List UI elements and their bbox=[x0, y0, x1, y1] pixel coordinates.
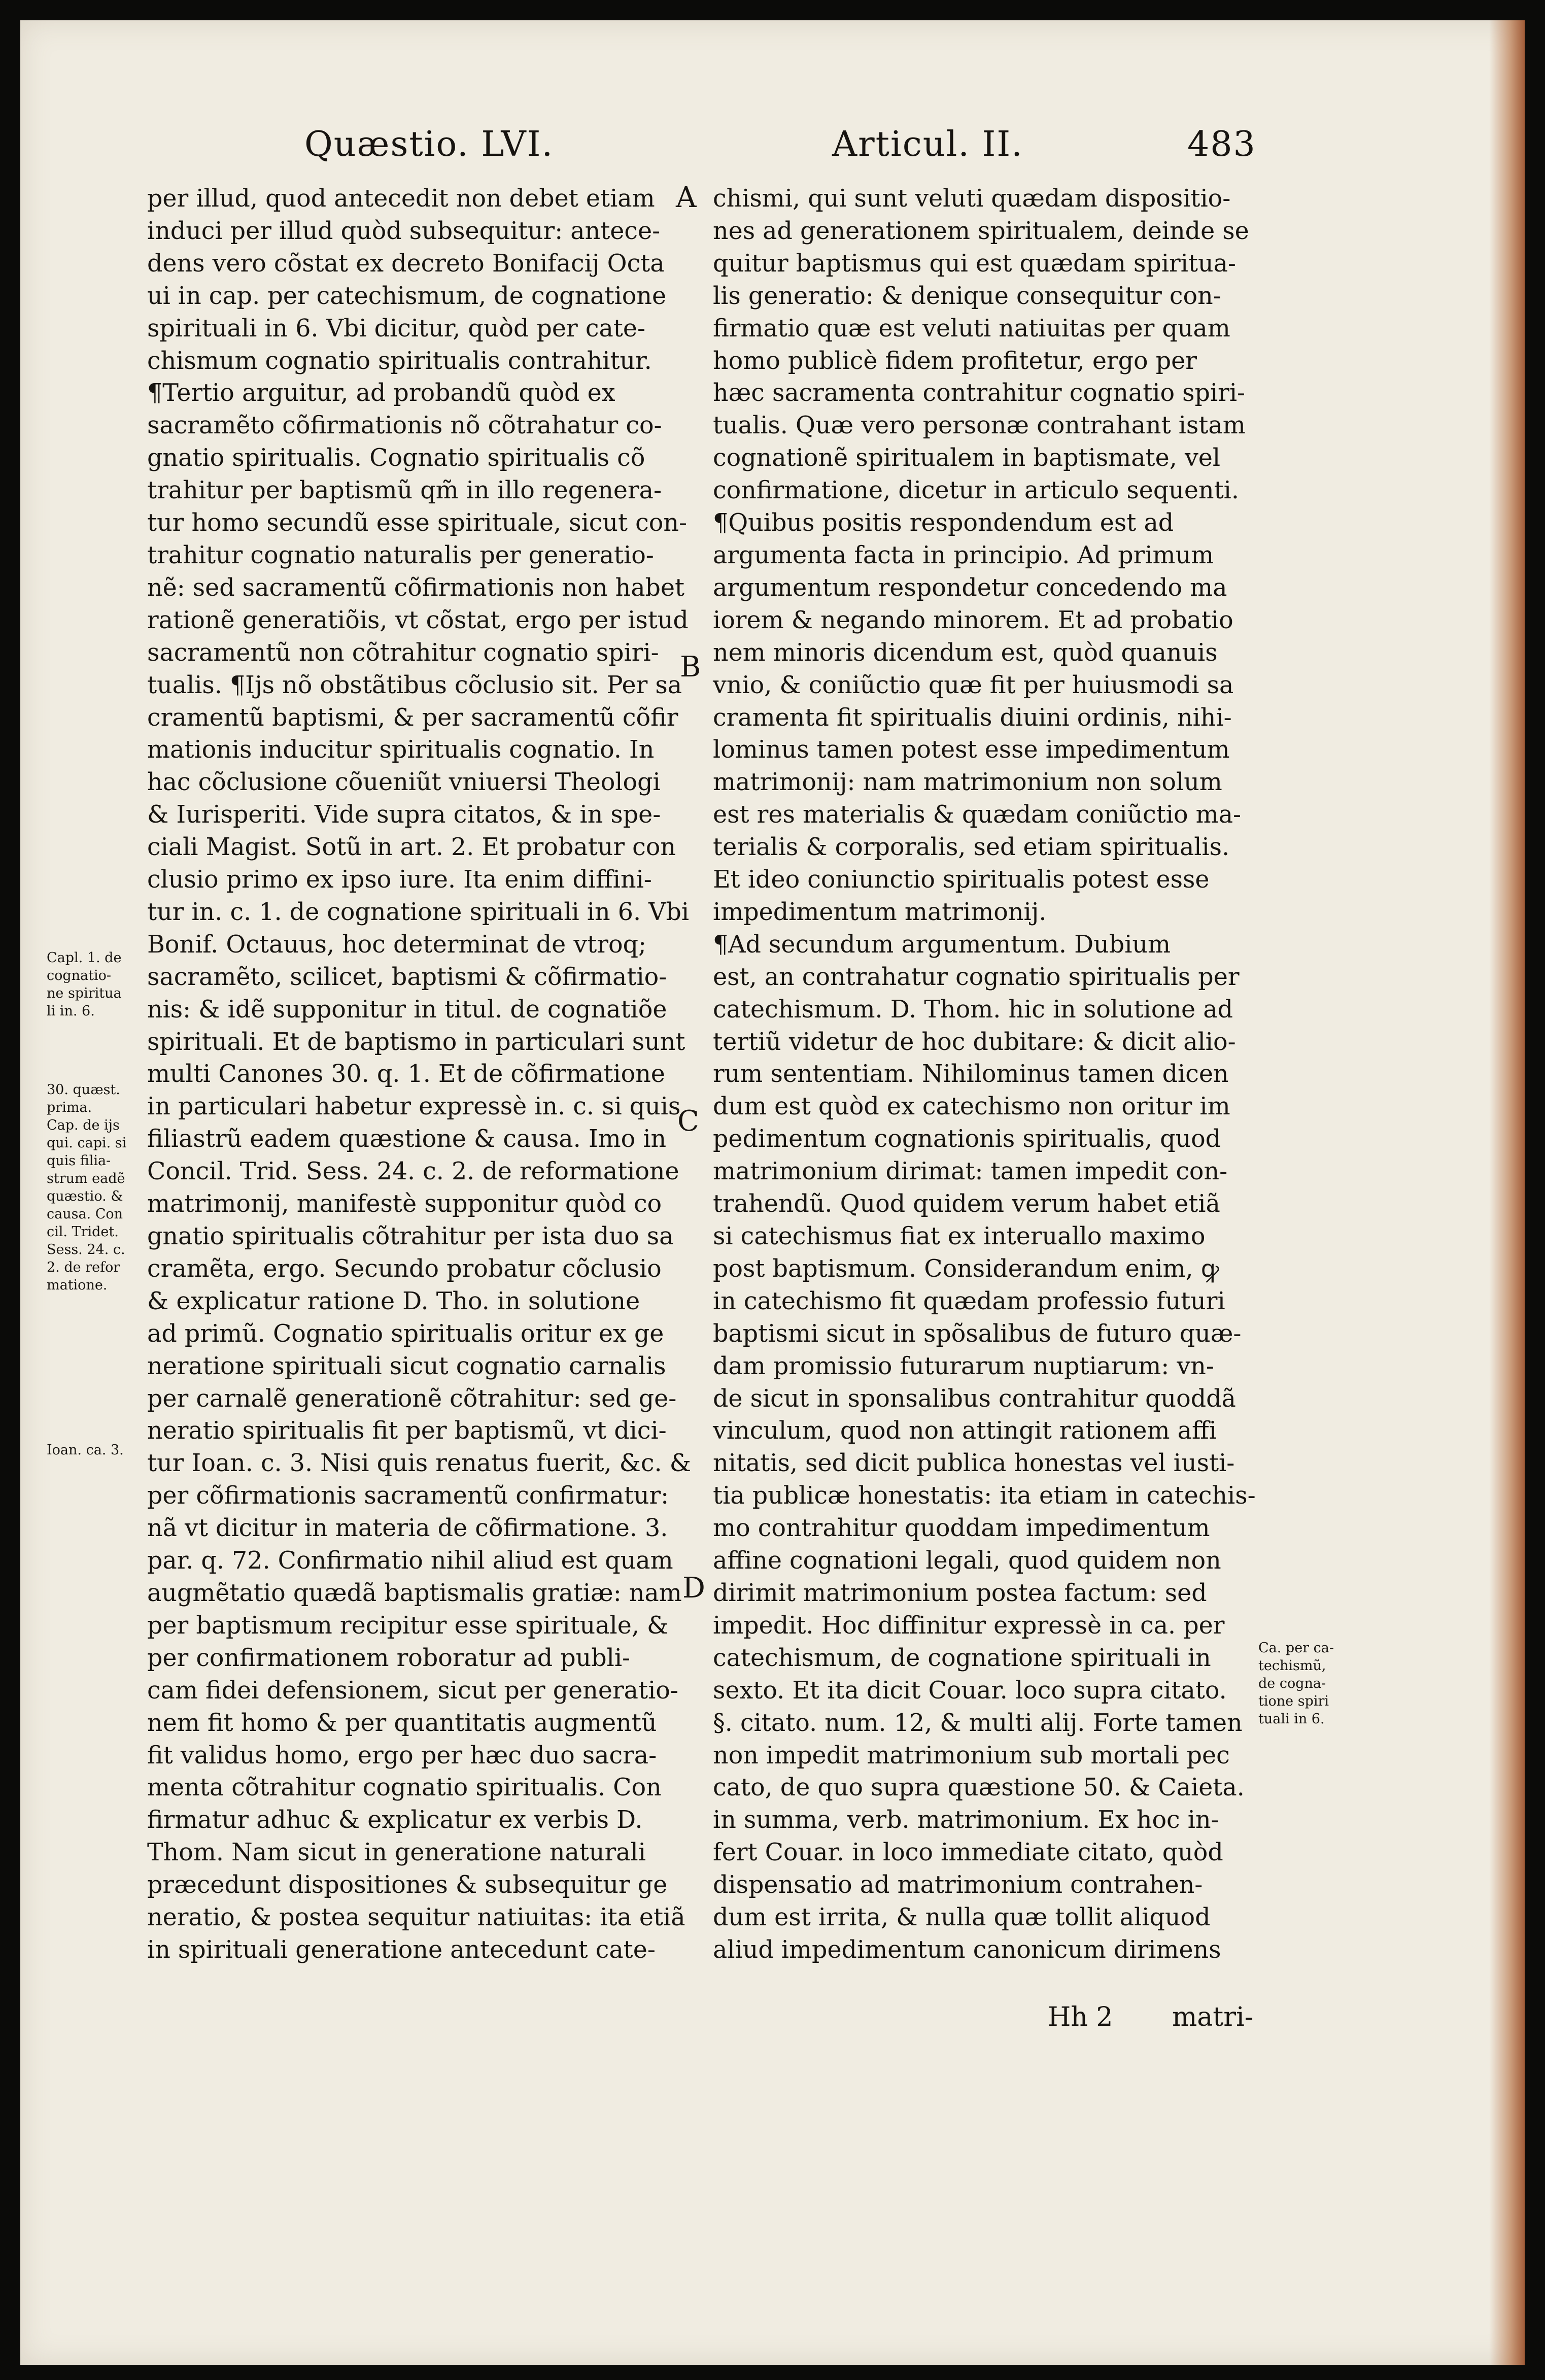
text-line: tualis. ¶Ijs nõ obstãtibus cõclusio sit. Per sa bbox=[147, 671, 682, 699]
text-line: trahendũ. Quod quidem verum habet etiã bbox=[713, 1190, 1220, 1218]
margin-note-line: quæstio. & bbox=[47, 1188, 123, 1204]
text-line: chismum cognatio spiritualis contrahitur. bbox=[147, 347, 652, 375]
text-line: dispensatio ad matrimonium contrahen- bbox=[713, 1871, 1203, 1899]
text-line: in particulari habetur expressè in. c. si quis bbox=[147, 1093, 681, 1121]
text-line: lominus tamen potest esse impedimentum bbox=[713, 736, 1230, 764]
page-number: 483 bbox=[1187, 124, 1256, 164]
text-line: dens vero cõstat ex decreto Bonifacij Octa bbox=[147, 249, 665, 278]
text-line: quitur baptismus qui est quædam spiritua- bbox=[713, 249, 1236, 278]
text-line: Concil. Trid. Sess. 24. c. 2. de reformatione bbox=[147, 1158, 679, 1186]
text-line: dirimit matrimonium postea factum: sed bbox=[713, 1579, 1207, 1607]
text-line: tur Ioan. c. 3. Nisi quis renatus fuerit, &c. & bbox=[147, 1449, 691, 1478]
text-line: matrimonium dirimat: tamen impedit con- bbox=[713, 1158, 1228, 1186]
text-line: induci per illud quòd subsequitur: antece- bbox=[147, 217, 661, 245]
text-line: de sicut in sponsalibus contrahitur quoddã bbox=[713, 1384, 1236, 1413]
text-line: menta cõtrahitur cognatio spiritualis. Con bbox=[147, 1774, 662, 1802]
text-line: vnio, & coniũctio quæ fit per huiusmodi sa bbox=[713, 671, 1234, 699]
text-line: cognationẽ spiritualem in baptismate, vel bbox=[713, 444, 1221, 472]
text-line: clusio primo ex ipso iure. Ita enim diffini- bbox=[147, 866, 652, 894]
text-line: in summa, verb. matrimonium. Ex hoc in- bbox=[713, 1806, 1219, 1834]
text-line: in spirituali generatione antecedunt cate- bbox=[147, 1935, 656, 1964]
margin-note-line: Ioan. ca. 3. bbox=[47, 1442, 124, 1458]
text-line: cramẽta, ergo. Secundo probatur cõclusio bbox=[147, 1254, 662, 1283]
text-line: spirituali. Et de baptismo in particulari sunt bbox=[147, 1028, 685, 1056]
section-marker-c: C bbox=[677, 1105, 699, 1138]
text-line: per illud, quod antecedit non debet etiam bbox=[147, 185, 655, 213]
text-line: impedimentum matrimonij. bbox=[713, 898, 1047, 926]
margin-note-line: qui. capi. si bbox=[47, 1135, 127, 1151]
text-line: Et ideo coniunctio spiritualis potest esse bbox=[713, 866, 1210, 894]
text-line: hæc sacramenta contrahitur cognatio spiri- bbox=[713, 379, 1246, 407]
text-line: catechismum. D. Thom. hic in solutione ad bbox=[713, 995, 1233, 1024]
text-line: si catechismus fiat ex interuallo maximo bbox=[713, 1222, 1206, 1250]
text-line: sacramẽto, scilicet, baptismi & cõfirmatio- bbox=[147, 963, 667, 991]
text-line: est res materialis & quædam coniũctio ma- bbox=[713, 801, 1242, 829]
margin-note-line: Sess. 24. c. bbox=[47, 1242, 125, 1257]
margin-note-line: causa. Con bbox=[47, 1206, 123, 1222]
margin-note-cap-de-ijs bbox=[47, 1081, 126, 1294]
page-fore-edge bbox=[1489, 20, 1525, 2365]
margin-note-line: Cap. de ijs bbox=[47, 1117, 120, 1133]
text-line: cramenta fit spiritualis diuini ordinis, nihi- bbox=[713, 703, 1232, 732]
text-line: nis: & idẽ supponitur in titul. de cognatiõe bbox=[147, 995, 667, 1024]
text-line: tualis. Quæ vero personæ contrahant istam bbox=[713, 412, 1246, 440]
text-line: aliud impedimentum canonicum dirimens bbox=[713, 1935, 1221, 1964]
text-line: nem minoris dicendum est, quòd quanuis bbox=[713, 638, 1218, 667]
section-marker-d: D bbox=[682, 1572, 705, 1605]
text-line: Thom. Nam sicut in generatione naturali bbox=[147, 1839, 646, 1867]
section-marker-a: A bbox=[676, 181, 697, 214]
left-text-column bbox=[147, 183, 691, 1966]
text-line: mationis inducitur spiritualis cognatio. In bbox=[147, 736, 655, 764]
text-line: trahitur per baptismũ qm̃ in illo regenera- bbox=[147, 477, 662, 505]
text-line: neratione spirituali sicut cognatio carnalis bbox=[147, 1352, 666, 1380]
text-line: & explicatur ratione D. Tho. in solutione bbox=[147, 1287, 640, 1315]
margin-note-line: strum eadẽ bbox=[47, 1171, 125, 1186]
text-line: per carnalẽ generationẽ cõtrahitur: sed ge- bbox=[147, 1384, 677, 1413]
text-line: cramentũ baptismi, & per sacramentũ cõfir bbox=[147, 703, 678, 732]
running-head-quaestio: Quæstio. LVI. bbox=[304, 124, 554, 164]
text-line: per cõfirmationis sacramentũ confirmatur: bbox=[147, 1482, 669, 1510]
text-line: nẽ: sed sacramentũ cõfirmationis non habet bbox=[147, 573, 685, 602]
margin-note-line: 2. de refor bbox=[47, 1260, 120, 1275]
text-line: neratio spiritualis fit per baptismũ, vt dici- bbox=[147, 1417, 667, 1445]
text-line: ad primũ. Cognatio spiritualis oritur ex ge bbox=[147, 1319, 664, 1348]
running-head-articulus: Articul. II. bbox=[832, 124, 1023, 164]
text-line: ¶Quibus positis respondendum est ad bbox=[713, 509, 1174, 537]
text-line: tia publicæ honestatis: ita etiam in catechis- bbox=[713, 1482, 1256, 1510]
text-line: pedimentum cognationis spiritualis, quod bbox=[713, 1125, 1221, 1153]
text-line: terialis & corporalis, sed etiam spiritualis. bbox=[713, 833, 1230, 862]
text-line: argumentum respondetur concedendo ma bbox=[713, 573, 1227, 602]
text-line: vinculum, quod non attingit rationem affi bbox=[713, 1417, 1217, 1445]
margin-note-line: techismũ, bbox=[1258, 1658, 1326, 1674]
text-line: fert Couar. in loco immediate citato, quòd bbox=[713, 1839, 1223, 1867]
text-line: cato, de quo supra quæstione 50. & Caieta. bbox=[713, 1774, 1245, 1802]
text-line: iorem & negando minorem. Et ad probatio bbox=[713, 606, 1233, 634]
text-line: trahitur cognatio naturalis per generatio- bbox=[147, 541, 654, 569]
text-line: lis generatio: & denique consequitur con- bbox=[713, 282, 1221, 310]
margin-note-ioan bbox=[47, 1441, 124, 1459]
text-line: homo publicè fidem profitetur, ergo per bbox=[713, 347, 1197, 375]
margin-note-line: tione spiri bbox=[1258, 1693, 1329, 1709]
margin-note-cap-1 bbox=[47, 949, 122, 1020]
text-line: dum est irrita, & nulla quæ tollit aliquod bbox=[713, 1903, 1211, 1932]
text-line: ciali Magist. Sotũ in art. 2. Et probatur con bbox=[147, 833, 676, 862]
text-line: nem fit homo & per quantitatis augmentũ bbox=[147, 1709, 657, 1737]
margin-note-ca-per-catechismum bbox=[1258, 1639, 1334, 1728]
section-marker-b: B bbox=[680, 651, 701, 684]
text-line: multi Canones 30. q. 1. Et de cõfirmatione bbox=[147, 1060, 665, 1089]
margin-note-line: cil. Tridet. bbox=[47, 1224, 119, 1240]
text-line: fit validus homo, ergo per hæc duo sacra- bbox=[147, 1741, 657, 1770]
text-line: nã vt dicitur in materia de cõfirmatione. 3. bbox=[147, 1514, 668, 1543]
margin-note-line: tuali in 6. bbox=[1258, 1711, 1325, 1727]
text-line: hac cõclusione cõueniũt vniuersi Theologi bbox=[147, 768, 661, 797]
text-line: Bonif. Octauus, hoc determinat de vtroq; bbox=[147, 930, 646, 959]
text-line: cam fidei defensionem, sicut per generatio- bbox=[147, 1676, 678, 1705]
text-line: matrimonij, manifestè supponitur quòd co bbox=[147, 1190, 662, 1218]
margin-note-line: quis filia- bbox=[47, 1153, 111, 1169]
text-line: argumenta facta in principio. Ad primum bbox=[713, 541, 1214, 569]
text-line: præcedunt dispositiones & subsequitur ge bbox=[147, 1871, 668, 1899]
text-line: impedit. Hoc diffinitur expressè in ca. per bbox=[713, 1611, 1225, 1640]
signature-mark: Hh 2 bbox=[1048, 2002, 1113, 2032]
text-line: sacramẽto cõfirmationis nõ cõtrahatur co- bbox=[147, 412, 662, 440]
text-line: baptismi sicut in spõsalibus de futuro quæ- bbox=[713, 1319, 1242, 1348]
text-line: catechismum, de cognatione spirituali in bbox=[713, 1644, 1211, 1672]
margin-note-line: 30. quæst. bbox=[47, 1082, 120, 1098]
text-line: nes ad generationem spiritualem, deinde se bbox=[713, 217, 1249, 245]
text-line: tertiũ videtur de hoc dubitare: & dicit alio- bbox=[713, 1028, 1236, 1056]
text-line: chismi, qui sunt veluti quædam dispositio- bbox=[713, 185, 1231, 213]
text-line: tur in. c. 1. de cognatione spirituali in 6. Vbi bbox=[147, 898, 690, 926]
text-line: rationẽ generatiõis, vt cõstat, ergo per istud bbox=[147, 606, 689, 634]
catchword: matri- bbox=[1172, 2002, 1254, 2032]
text-line: firmatur adhuc & explicatur ex verbis D. bbox=[147, 1806, 643, 1834]
margin-note-line: de cogna- bbox=[1258, 1676, 1326, 1691]
text-line: firmatio quæ est veluti natiuitas per quam bbox=[713, 314, 1230, 343]
text-line: & Iurisperiti. Vide supra citatos, & in spe- bbox=[147, 801, 661, 829]
text-line: rum sententiam. Nihilominus tamen dicen bbox=[713, 1060, 1229, 1089]
text-line: ui in cap. per catechismum, de cognatione bbox=[147, 282, 667, 310]
text-line: augmẽtatio quædã baptismalis gratiæ: nam bbox=[147, 1579, 682, 1607]
text-line: dum est quòd ex catechismo non oritur im bbox=[713, 1093, 1230, 1121]
text-line: ¶Tertio arguitur, ad probandũ quòd ex bbox=[147, 379, 615, 407]
text-line: sexto. Et ita dicit Couar. loco supra citato. bbox=[713, 1676, 1227, 1705]
margin-note-line: Capl. 1. de bbox=[47, 950, 122, 966]
text-line: gnatio spiritualis. Cognatio spiritualis cõ bbox=[147, 444, 645, 472]
text-line: in catechismo fit quædam professio futuri bbox=[713, 1287, 1225, 1315]
right-text-column bbox=[713, 183, 1256, 1966]
text-line: post baptismum. Considerandum enim, ꝙ bbox=[713, 1254, 1219, 1283]
text-line: filiastrũ eadem quæstione & causa. Imo in bbox=[147, 1125, 667, 1153]
margin-note-line: cognatio- bbox=[47, 968, 112, 983]
text-line: §. citato. num. 12, & multi alij. Forte tamen bbox=[713, 1709, 1243, 1737]
text-line: spirituali in 6. Vbi dicitur, quòd per cate- bbox=[147, 314, 646, 343]
text-line: dam promissio futurarum nuptiarum: vn- bbox=[713, 1352, 1214, 1380]
text-line: sacramentũ non cõtrahitur cognatio spiri- bbox=[147, 638, 659, 667]
text-line: gnatio spiritualis cõtrahitur per ista duo sa bbox=[147, 1222, 674, 1250]
margin-note-line: Ca. per ca- bbox=[1258, 1640, 1334, 1656]
text-line: matrimonij: nam matrimonium non solum bbox=[713, 768, 1222, 797]
text-line: affine cognationi legali, quod quidem non bbox=[713, 1547, 1221, 1575]
text-line: tur homo secundũ esse spirituale, sicut con- bbox=[147, 509, 688, 537]
text-line: per baptismum recipitur esse spirituale, & bbox=[147, 1611, 669, 1640]
text-line: non impedit matrimonium sub mortali pec bbox=[713, 1741, 1230, 1770]
text-line: confirmatione, dicetur in articulo sequenti. bbox=[713, 477, 1239, 505]
text-line: est, an contrahatur cognatio spiritualis per bbox=[713, 963, 1240, 991]
text-line: par. q. 72. Confirmatio nihil aliud est quam bbox=[147, 1547, 673, 1575]
margin-note-line: prima. bbox=[47, 1100, 92, 1115]
text-line: per confirmationem roboratur ad publi- bbox=[147, 1644, 631, 1672]
text-line: nitatis, sed dicit publica honestas vel iusti- bbox=[713, 1449, 1235, 1478]
margin-note-line: matione. bbox=[47, 1277, 108, 1293]
text-line: ¶Ad secundum argumentum. Dubium bbox=[713, 930, 1171, 959]
text-line: mo contrahitur quoddam impedimentum bbox=[713, 1514, 1210, 1543]
margin-note-line: li in. 6. bbox=[47, 1003, 95, 1019]
text-line: neratio, & postea sequitur natiuitas: ita etiã bbox=[147, 1903, 685, 1932]
margin-note-line: ne spiritua bbox=[47, 985, 122, 1001]
